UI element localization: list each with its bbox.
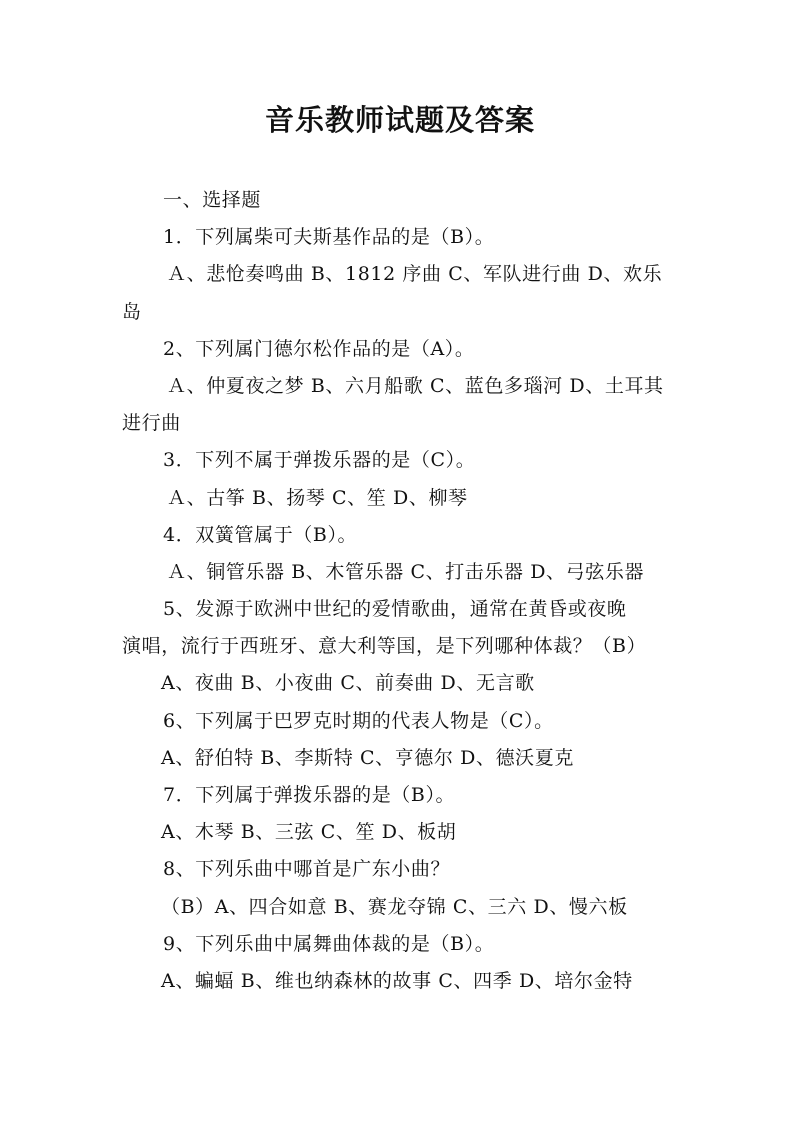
question-8-options: （B）A、四合如意 B、赛龙夺锦 C、三六 D、慢六板 (161, 895, 628, 918)
question-9-options: A、蝙蝠 B、维也纳森林的故事 C、四季 D、培尔金特 (161, 969, 633, 992)
question-2: 2、下列属门德尔松作品的是（A）。 (163, 337, 475, 360)
question-5: 5、发源于欧洲中世纪的爱情歌曲，通常在黄昏或夜晚 (163, 598, 627, 621)
question-6-options: A、舒伯特 B、李斯特 C、亨德尔 D、德沃夏克 (161, 746, 574, 769)
question-5-continued: 演唱，流行于西班牙、意大利等国，是下列哪种体裁？（B） (122, 635, 647, 658)
question-4-options: Ａ、铜管乐器 B、木管乐器 C、打击乐器 D、弓弦乐器 (167, 560, 645, 583)
question-1: 1．下列属柴可夫斯基作品的是（B）。 (163, 226, 495, 249)
question-3: 3．下列不属于弹拨乐器的是（C）。 (163, 449, 476, 472)
question-2-options-continued: 进行曲 (122, 412, 181, 435)
question-3-options: Ａ、古筝 B、扬琴 C、笙 D、柳琴 (167, 486, 468, 509)
question-6: 6、下列属于巴罗克时期的代表人物是（C）。 (163, 709, 554, 732)
question-7: 7．下列属于弹拨乐器的是（B）。 (163, 784, 456, 806)
question-5-options: A、夜曲 B、小夜曲 C、前奏曲 D、无言歌 (161, 672, 535, 695)
document-body (122, 182, 682, 1000)
question-9: 9、下列乐曲中属舞曲体裁的是（B）。 (163, 932, 495, 955)
question-1-options-continued: 岛 (122, 300, 142, 323)
question-1-options: Ａ、悲怆奏鸣曲 B、1812 序曲 C、军队进行曲 D、欢乐 (167, 263, 663, 286)
section-heading: 一、选择题 (163, 189, 262, 211)
question-4: 4．双簧管属于（B）。 (163, 523, 358, 546)
question-7-options: A、木琴 B、三弦 C、笙 D、板胡 (161, 821, 457, 844)
question-2-options: Ａ、仲夏夜之梦 B、六月船歌 C、蓝色多瑙河 D、土耳其 (167, 374, 664, 397)
question-8: 8、下列乐曲中哪首是广东小曲？ (163, 858, 451, 881)
document-title: 音乐教师试题及答案 (264, 103, 535, 137)
